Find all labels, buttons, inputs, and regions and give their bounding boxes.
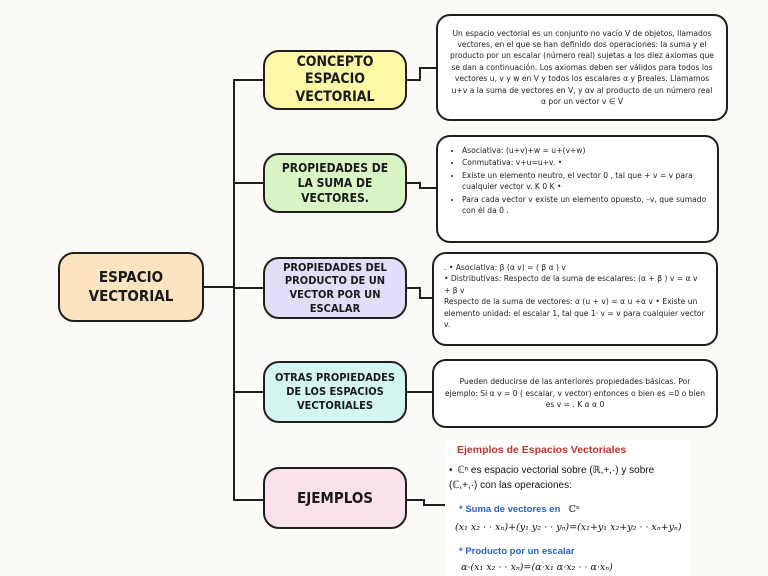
card-producto-line: • Distributivas: Respecto de la suma de escalares: (α + β ) v = α v + β v <box>444 274 698 295</box>
card-concepto-text: Un espacio vectorial es un conjunto no vacío V de objetos, llamados vectores, en el que se han definido dos operaciones: la suma y el producto por un escalar (número real) sujetas a los diez axiomas que se dan a continuación. Los axiomas deben ser válidos para todos los vectores u, v y w en V y todos los escalares α y βreales. Llamamos u+v a la suma de vectores en V, y αv al producto de un número real α por un vector v ∈ V <box>450 28 714 106</box>
example-sub-suma-label: * Suma de vectores en <box>459 504 561 515</box>
card-connector-2 <box>407 183 436 188</box>
card-producto-line: Respecto de la suma de vectores: α (u + v) = α u +α v • Existe un elemento unidad: el escalar 1, tal que 1· v = v para cualquier vector v. <box>444 297 705 329</box>
card-producto <box>432 252 718 346</box>
example-sub-producto: * Producto por un escalar <box>459 546 575 557</box>
branch-concepto <box>263 50 407 110</box>
card-otras <box>432 359 718 428</box>
branch-otras-propiedades <box>263 361 407 423</box>
branch-label: EJEMPLOS <box>296 488 374 507</box>
list-item: • Asociativa: (u+v)+w = u+(v+w) <box>462 145 707 156</box>
branch-propiedades-producto <box>263 257 407 319</box>
root-label: ESPACIO VECTORIAL <box>88 268 174 305</box>
card-suma <box>436 135 719 243</box>
example-image <box>445 440 691 576</box>
example-title: Ejemplos de Espacios Vectoriales <box>457 444 627 456</box>
branch-label: OTRAS PROPIEDADES DE LOS ESPACIOS VECTORIALES <box>275 371 395 412</box>
branch-label: PROPIEDADES DEL PRODUCTO DE UN VECTOR POR UN ESCALAR <box>283 260 387 315</box>
example-sub-suma <box>459 504 580 515</box>
example-bullet-text: ℂⁿ es espacio vectorial sobre (ℝ,+,·) y sobre (ℂ,+,·) con las operaciones: <box>449 465 655 491</box>
branch-propiedades-suma <box>263 153 407 213</box>
example-formula-producto: α·(x₁ x₂ · · xₙ)=(α·x₁ α·x₂ · · α·xₙ) <box>461 562 613 573</box>
card-connector-1 <box>407 68 436 80</box>
card-connector-3 <box>407 288 432 298</box>
list-item: • Para cada vector v existe un elemento opuesto, –v, que sumado con él da 0 . <box>462 194 707 217</box>
card-otras-text: Pueden deducirse de las anteriores propiedades básicas. Por ejemplo: Si α v = 0 ( escalar, v vector) entonces o bien es =0 o bien es v = . K α α 0 <box>444 377 706 410</box>
list-item: • Conmutativa: v+u=u+v. • <box>462 157 707 168</box>
example-formula-suma: (x₁ x₂ · · xₙ)+(y₁ y₂ · · yₙ)=(x₁+y₁ x₂+y₂ · · xₙ+yₙ) <box>455 522 682 533</box>
branch-label: PROPIEDADES DE LA SUMA DE VECTORES. <box>281 160 389 205</box>
card-producto-line: . • Asociativa: β (α v) = ( β α ) v <box>444 263 566 272</box>
example-sub-suma-symbol: ℂⁿ <box>568 504 581 515</box>
card-suma-list <box>448 145 707 216</box>
root-node <box>58 252 204 322</box>
branch-ejemplos <box>263 467 407 529</box>
list-item: • Existe un elemento neutro, el vector 0 , tal que + v = v para cualquier vector v. K 0 K • <box>462 170 707 193</box>
branch-label: CONCEPTO ESPACIO VECTORIAL <box>295 53 375 105</box>
card-connector-5 <box>407 500 445 505</box>
example-bullet <box>449 464 685 493</box>
bullet-icon: • <box>449 465 453 476</box>
card-concepto <box>436 14 728 121</box>
